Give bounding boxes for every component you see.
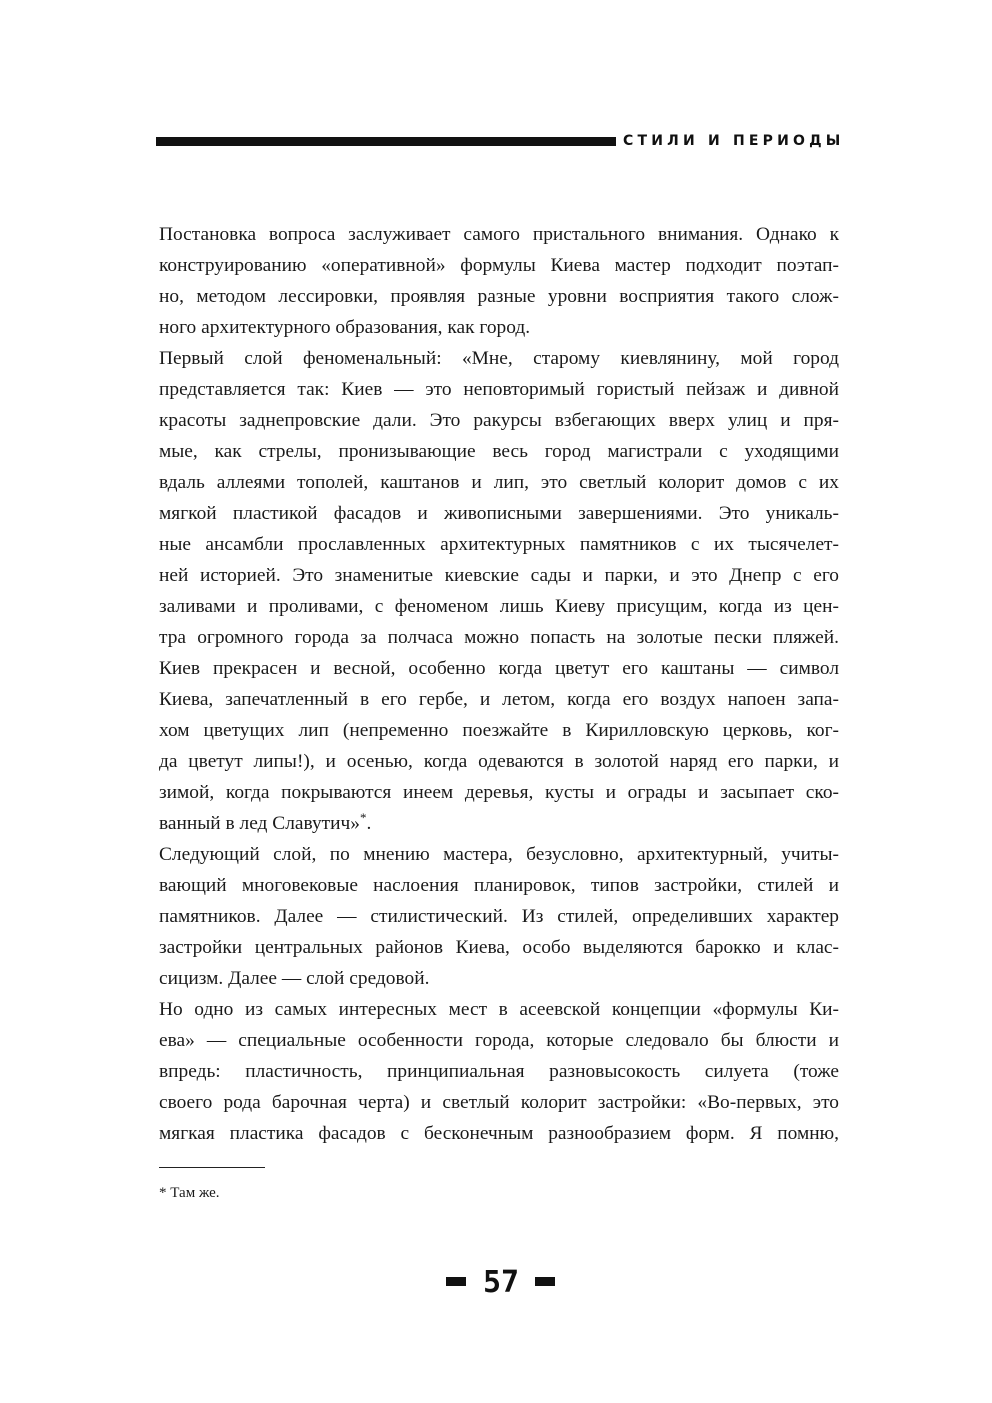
text-line: застройки центральных районов Киева, особо выделяются барокко и клас- <box>159 937 839 958</box>
text-line: хом цветущих лип (непременно поезжайте в Кирилловскую церковь, ког- <box>159 720 839 741</box>
footnote: * Там же. <box>159 1185 220 1201</box>
text-line: вдаль аллеями тополей, каштанов и лип, это светлый колорит домов с их <box>159 472 839 493</box>
text-line: мягкая пластика фасадов с бесконечным разнообразием форм. Я помню, <box>159 1123 839 1144</box>
text-line: ева» — специальные особенности города, которые следовало бы блюсти и <box>159 1030 839 1051</box>
text-line: заливами и проливами, с феноменом лишь Киеву присущим, когда из цен- <box>159 596 839 617</box>
text-line: памятников. Далее — стилистический. Из стилей, определивших характер <box>159 906 839 927</box>
running-header-title: СТИЛИ И ПЕРИОДЫ <box>623 133 845 149</box>
body-text <box>159 219 839 1149</box>
running-header-rule <box>156 137 616 146</box>
text-line: Постановка вопроса заслуживает самого пристального внимания. Однако к <box>159 224 839 245</box>
text-line: Первый слой феноменальный: «Мне, старому киевлянину, мой город <box>159 348 839 369</box>
text-line: тра огромного города за полчаса можно попасть на золотые пески пляжей. <box>159 627 839 648</box>
text-line: мягкой пластикой фасадов и живописными завершениями. Это уникаль- <box>159 503 839 524</box>
text-line: вающий многовековые наслоения планировок, типов застройки, стилей и <box>159 875 839 896</box>
text-line: ного архитектурного образования, как город. <box>159 317 531 338</box>
text-line: Следующий слой, по мнению мастера, безусловно, архитектурный, учиты- <box>159 844 839 865</box>
text-line: Но одно из самых интересных мест в асеевской концепции «формулы Ки- <box>159 999 839 1020</box>
text-line: да цветут липы!), и осенью, когда одеваются в золотой наряд его парки, и <box>159 751 839 772</box>
text-line: красоты заднепровские дали. Это ракурсы взбегающих вверх улиц и пря- <box>159 410 839 431</box>
text-line: своего рода барочная черта) и светлый колорит застройки: «Во-первых, это <box>159 1092 839 1113</box>
text-line: Киева, запечатленный в его гербе, и летом, когда его воздух напоен запа- <box>159 689 839 710</box>
text-line: но, методом лессировки, проявляя разные уровни восприятия такого слож- <box>159 286 839 307</box>
text-line: конструированию «оперативной» формулы Киева мастер подходит поэтап- <box>159 255 839 276</box>
footnote-marker-suffix: . <box>366 813 372 834</box>
text-line: мые, как стрелы, пронизывающие весь город магистрали с уходящими <box>159 441 839 462</box>
folio-right-bar <box>535 1277 555 1286</box>
footnote-marker: * <box>359 810 367 825</box>
footnote-divider <box>159 1167 265 1168</box>
text-line-with-footnote-mark <box>159 808 839 839</box>
text-line: ные ансамбли прославленных архитектурных памятников с их тысячелет- <box>159 534 839 555</box>
text-line: впредь: пластичность, принципиальная разновысокость силуета (тоже <box>159 1061 839 1082</box>
text-line: представляется так: Киев — это неповторимый гористый пейзаж и дивной <box>159 379 839 400</box>
page-number: 57 <box>482 1265 520 1300</box>
text-line: зимой, когда покрываются инеем деревья, кусты и ограды и засыпает ско- <box>159 782 839 803</box>
text-line: ней историей. Это знаменитые киевские сады и парки, и это Днепр с его <box>159 565 839 586</box>
folio-left-bar <box>446 1277 466 1286</box>
text-line: Киев прекрасен и весной, особенно когда цветут его каштаны — символ <box>159 658 839 679</box>
text-line-content: ванный в лед Славутич» <box>159 813 360 834</box>
text-line: сицизм. Далее — слой средовой. <box>159 968 430 989</box>
